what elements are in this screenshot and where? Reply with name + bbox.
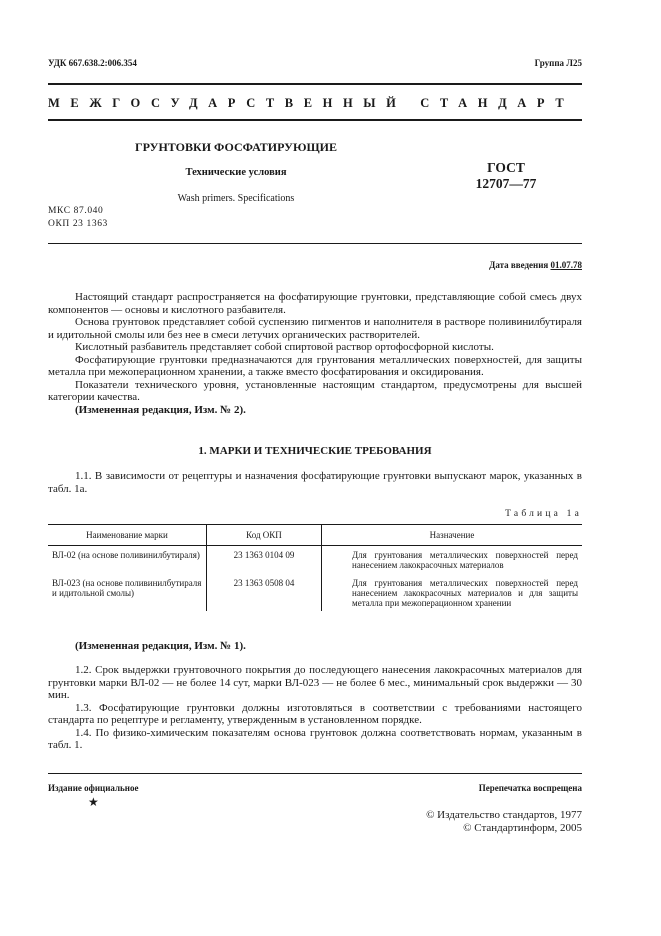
intro-paragraph: Настоящий стандарт распространяется на фосфатирующие грунтовки, представляющие собой смесь двух компонентов — основы и кислотного разбавителя. (48, 291, 582, 316)
star-icon: ★ (88, 795, 99, 809)
grades-table (48, 524, 582, 611)
table-amendment-note: (Измененная редакция, Изм. № 1). (75, 640, 246, 652)
standard-banner: МЕЖГОСУДАРСТВЕННЫЙ СТАНДАРТ (48, 96, 575, 110)
banner-rule (48, 119, 582, 121)
clauses-1-2-to-1-4 (48, 664, 582, 752)
gost-label: ГОСТ (487, 160, 525, 175)
clause-1-1 (48, 470, 582, 495)
document-subtitle: Технические условия (185, 167, 287, 178)
table-row (48, 546, 582, 578)
gost-code: 12707—77 (475, 176, 537, 191)
intro-paragraph: Показатели технического уровня, установленные настоящим стандартом, предусмотрены для высшей категории качества. (48, 378, 582, 403)
table-header-cell: Код ОКП (207, 525, 322, 546)
intro-text (48, 291, 582, 416)
effective-date-label: Дата введения (489, 260, 551, 270)
section-heading: 1. МАРКИ И ТЕХНИЧЕСКИЕ ТРЕБОВАНИЯ (198, 445, 432, 457)
table-header-row (48, 525, 582, 546)
clause-paragraph: 1.1. В зависимости от рецептуры и назначения фосфатирующие грунтовки выпускают марок, указанных в табл. 1а. (48, 470, 582, 495)
official-edition: Издание официальное (48, 783, 139, 793)
reprint-notice: Перепечатка воспрещена (478, 783, 582, 793)
group-code: Группа Л25 (534, 58, 582, 68)
udk-code: УДК 667.638.2:006.354 (48, 58, 137, 68)
table-header-cell: Наименование марки (48, 525, 207, 546)
intro-paragraph: Кислотный разбавитель представляет собой спиртовой раствор ортофосфорной кислоты. (75, 341, 494, 353)
table-cell-purpose: Для грунтования металлических поверхностей перед нанесением лакокрасочных материалов и для защиты металла при межоперационном хранении (322, 577, 583, 611)
table-cell-purpose: Для грунтования металлических поверхностей перед нанесением лакокрасочных материалов (322, 546, 583, 578)
clause-paragraph: 1.4. По физико-химическим показателям основа грунтовок должна соответствовать нормам, указанным в табл. 1. (48, 726, 582, 751)
intro-paragraph: Фосфатирующие грунтовки предназначаются для грунтования металлических поверхностей, для защиты металла при межоперационном хранении, а также вместо фосфатирования и оксидирования. (48, 353, 582, 378)
table-cell-okp: 23 1363 0508 04 (207, 577, 322, 611)
table-cell-grade: ВЛ-02 (на основе поливинилбутираля) (52, 550, 200, 560)
copyright-publisher: © Издательство стандартов, 1977 (426, 809, 582, 821)
table-header-cell: Назначение (322, 525, 583, 546)
footer-rule (48, 773, 582, 774)
mks-code: МКС 87.040 (48, 206, 104, 216)
effective-date (489, 260, 582, 270)
clause-paragraph: 1.3. Фосфатирующие грунтовки должны изготовляться в соответствии с требованиями настоящего стандарта по рецептуре и регламенту, утвержденным в установленном порядке. (48, 701, 582, 726)
table-row (48, 577, 582, 611)
effective-date-value: 01.07.78 (550, 260, 582, 270)
table-cell-okp: 23 1363 0104 09 (207, 546, 322, 578)
english-title: Wash primers. Specifications (177, 193, 295, 204)
okp-code: ОКП 23 1363 (48, 219, 108, 229)
table-cell-grade: ВЛ-023 (на основе поливинилбутираля и идитольной смолы) (52, 578, 202, 598)
document-title: ГРУНТОВКИ ФОСФАТИРУЮЩИЕ (135, 140, 337, 154)
top-rule (48, 83, 582, 85)
intro-paragraph: Основа грунтовок представляет собой суспензию пигментов и наполнителя в растворе поливинилбутираля и идитольной смолы или без нее в смеси летучих органических растворителей. (48, 316, 582, 341)
intro-amendment-note: (Измененная редакция, Изм. № 2). (75, 403, 246, 416)
copyright-standartinform: © Стандартинформ, 2005 (463, 822, 582, 834)
title-rule (48, 243, 582, 244)
gost-number (466, 160, 546, 192)
clause-paragraph: 1.2. Срок выдержки грунтовочного покрытия до последующего нанесения лакокрасочных материалов для грунтовки марки ВЛ-02 — не более 14 сут, марки ВЛ-023 — не более 6 мес., минимальный срок выдержки — 30 мин. (48, 664, 582, 701)
table-caption: Таблица 1а (505, 509, 582, 519)
